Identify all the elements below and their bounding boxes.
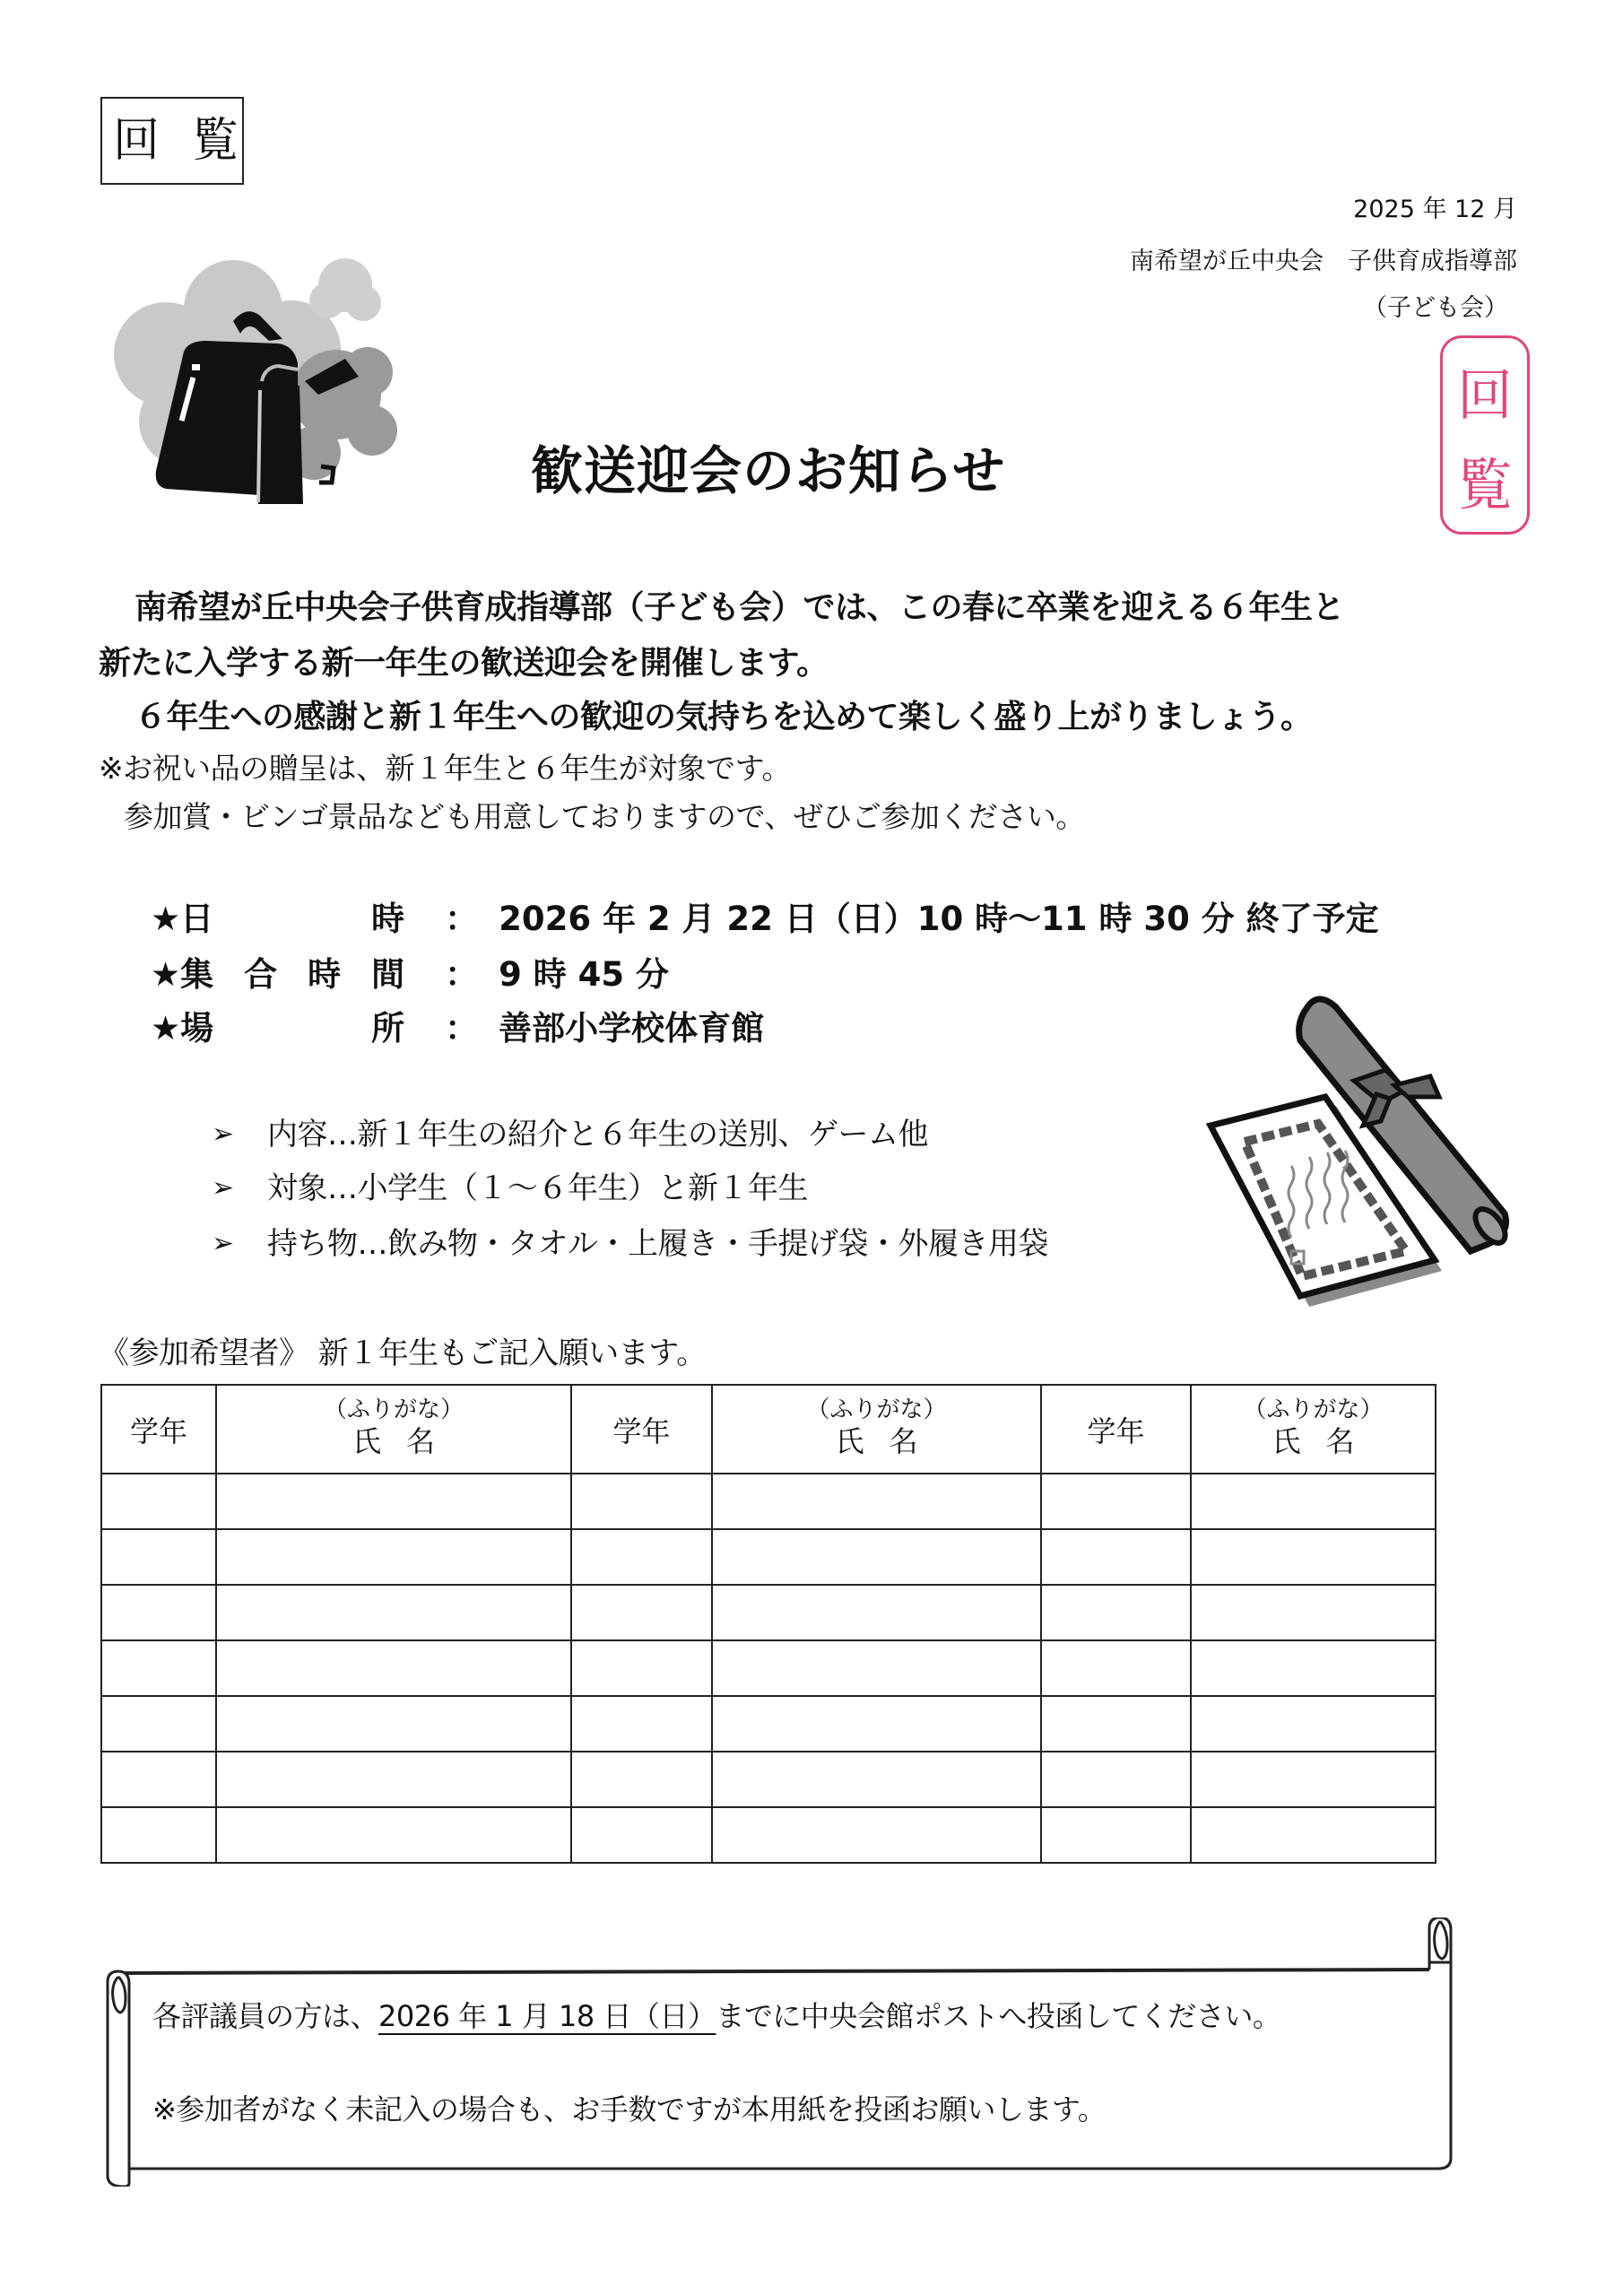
grade-cell[interactable] <box>101 1529 216 1585</box>
table-body <box>101 1474 1436 1863</box>
participants-heading: 《参加希望者》 新１年生もご記入願います。 <box>99 1335 707 1371</box>
table-row <box>101 1474 1436 1529</box>
table-row <box>101 1807 1436 1863</box>
grade-cell[interactable] <box>1041 1529 1191 1585</box>
name-cell[interactable] <box>712 1640 1041 1696</box>
name-cell[interactable] <box>216 1474 571 1529</box>
notice-prefix: 各評議員の方は、 <box>152 1999 379 2033</box>
grade-cell[interactable] <box>101 1696 216 1752</box>
grade-cell[interactable] <box>571 1640 712 1696</box>
table-row <box>101 1696 1436 1752</box>
name-label: 氏名 <box>835 1424 943 1458</box>
label-char: 集 <box>180 955 214 994</box>
empty-form-notice: ※参加者がなく未記入の場合も、お手数ですが本用紙を投函お願いします。 <box>152 2092 1107 2126</box>
circulation-box <box>100 97 244 185</box>
name-label: 氏名 <box>352 1424 460 1458</box>
table-row <box>101 1529 1436 1585</box>
detail-label <box>180 900 405 938</box>
gift-note: ※お祝い品の贈呈は、新１年生と６年生が対象です。 <box>99 751 792 786</box>
circulation-stamp <box>1440 335 1530 535</box>
detail-label <box>180 1009 405 1048</box>
arrow-bullet-icon: ➢ <box>212 1118 234 1150</box>
deadline-date: 2026 年 1 月 18 日（日） <box>378 1999 716 2033</box>
name-cell[interactable] <box>712 1807 1041 1863</box>
issuer-organization: 南希望が丘中央会 子供育成指導部 <box>1130 248 1517 275</box>
label-char: 時 <box>371 900 405 938</box>
detail-colon: ： <box>445 900 479 938</box>
name-cell[interactable] <box>216 1529 571 1585</box>
name-cell[interactable] <box>1191 1585 1436 1640</box>
stamp-char: 覧 <box>1456 451 1513 517</box>
label-char: 間 <box>371 955 405 994</box>
bullet-text: 対象…小学生（１～６年生）と新１年生 <box>267 1170 808 1206</box>
grade-cell[interactable] <box>101 1807 216 1863</box>
grade-cell[interactable] <box>571 1696 712 1752</box>
label-char: 場 <box>180 1009 214 1048</box>
name-cell[interactable] <box>216 1585 571 1640</box>
detail-gathering-time <box>151 955 670 994</box>
submission-deadline-notice <box>152 1999 1281 2033</box>
name-cell[interactable] <box>1191 1752 1436 1807</box>
name-cell[interactable] <box>216 1640 571 1696</box>
label-char: 時 <box>308 955 342 994</box>
name-label: 氏名 <box>1271 1424 1380 1458</box>
page-title: 歓送迎会のお知らせ <box>531 440 1006 501</box>
grade-cell[interactable] <box>571 1529 712 1585</box>
issuer-sub-organization: （子ども会） <box>1363 294 1508 322</box>
furigana-label: （ふりがな） <box>1243 1396 1384 1424</box>
detail-value: 善部小学校体育館 <box>499 1009 765 1048</box>
grade-cell[interactable] <box>1041 1640 1191 1696</box>
star-icon: ★ <box>151 1009 181 1048</box>
name-cell[interactable] <box>1191 1640 1436 1696</box>
name-cell[interactable] <box>1191 1696 1436 1752</box>
table-header-row <box>101 1385 1436 1474</box>
detail-value: 2026 年 2 月 22 日（日）10 時～11 時 30 分 終了予定 <box>499 900 1379 938</box>
bullet-belongings <box>212 1226 1048 1262</box>
backpack-illustration <box>99 251 421 511</box>
furigana-label: （ふりがな） <box>323 1396 464 1424</box>
column-header-grade: 学年 <box>101 1385 216 1474</box>
circulation-char: 回 <box>113 114 161 168</box>
intro-line: ６年生への感謝と新１年生への歓迎の気持ちを込めて楽しく盛り上がりましょう。 <box>135 699 1313 735</box>
detail-colon: ： <box>445 1009 479 1048</box>
column-header-grade: 学年 <box>1041 1385 1191 1474</box>
detail-location <box>151 1009 765 1048</box>
grade-cell[interactable] <box>571 1752 712 1807</box>
table-row <box>101 1752 1436 1807</box>
prize-note: 参加賞・ビンゴ景品なども用意しておりますので、ぜひご参加ください。 <box>124 799 1085 834</box>
column-header-name <box>1191 1385 1436 1474</box>
name-cell[interactable] <box>712 1696 1041 1752</box>
stamp-char: 回 <box>1456 361 1513 428</box>
bullet-text: 持ち物…飲み物・タオル・上履き・手提げ袋・外履き用袋 <box>267 1226 1048 1262</box>
grade-cell[interactable] <box>101 1585 216 1640</box>
table-row <box>101 1585 1436 1640</box>
grade-cell[interactable] <box>1041 1696 1191 1752</box>
intro-line: 新たに入学する新一年生の歓送迎会を開催します。 <box>99 645 829 682</box>
small-blossom-icon <box>309 258 381 321</box>
star-icon: ★ <box>151 900 181 938</box>
name-cell[interactable] <box>1191 1474 1436 1529</box>
name-cell[interactable] <box>712 1474 1041 1529</box>
intro-line: 南希望が丘中央会子供育成指導部（子ども会）では、この春に卒業を迎える６年生と <box>135 589 1345 626</box>
column-header-name <box>712 1385 1041 1474</box>
arrow-bullet-icon: ➢ <box>212 1228 234 1259</box>
grade-cell[interactable] <box>1041 1585 1191 1640</box>
grade-cell[interactable] <box>571 1585 712 1640</box>
label-char: 日 <box>180 900 214 938</box>
label-char: 所 <box>371 1009 405 1048</box>
name-cell[interactable] <box>712 1529 1041 1585</box>
grade-cell[interactable] <box>571 1807 712 1863</box>
bullet-text: 内容…新１年生の紹介と６年生の送別、ゲーム他 <box>267 1117 928 1152</box>
grade-cell[interactable] <box>1041 1752 1191 1807</box>
table-row <box>101 1640 1436 1696</box>
grade-cell[interactable] <box>101 1640 216 1696</box>
grade-cell[interactable] <box>101 1752 216 1807</box>
grade-cell[interactable] <box>571 1474 712 1529</box>
notice-scroll-banner <box>97 1918 1460 2187</box>
circulation-char: 覧 <box>191 114 239 168</box>
bullet-target <box>212 1170 808 1206</box>
grade-cell[interactable] <box>101 1474 216 1529</box>
name-cell[interactable] <box>712 1585 1041 1640</box>
detail-label <box>180 955 405 994</box>
star-icon: ★ <box>151 955 181 994</box>
grade-cell[interactable] <box>1041 1807 1191 1863</box>
name-cell[interactable] <box>1191 1807 1436 1863</box>
furigana-label: （ふりがな） <box>806 1396 947 1424</box>
label-char: 合 <box>244 955 278 994</box>
name-cell[interactable] <box>1191 1529 1436 1585</box>
bullet-contents <box>212 1119 928 1150</box>
notice-suffix: までに中央会館ポストへ投函してください。 <box>716 1999 1281 2033</box>
signup-table <box>100 1384 1436 1864</box>
detail-colon: ： <box>445 955 479 994</box>
name-cell[interactable] <box>712 1752 1041 1807</box>
detail-value: 9 時 45 分 <box>499 955 670 994</box>
grade-cell[interactable] <box>1041 1474 1191 1529</box>
column-header-grade: 学年 <box>571 1385 712 1474</box>
name-cell[interactable] <box>216 1752 571 1807</box>
arrow-bullet-icon: ➢ <box>212 1172 234 1204</box>
issue-date: 2025 年 12 月 <box>1353 196 1517 223</box>
name-cell[interactable] <box>216 1696 571 1752</box>
column-header-name <box>216 1385 571 1474</box>
diploma-illustration <box>1202 991 1511 1323</box>
detail-datetime <box>151 900 1379 938</box>
name-cell[interactable] <box>216 1807 571 1863</box>
